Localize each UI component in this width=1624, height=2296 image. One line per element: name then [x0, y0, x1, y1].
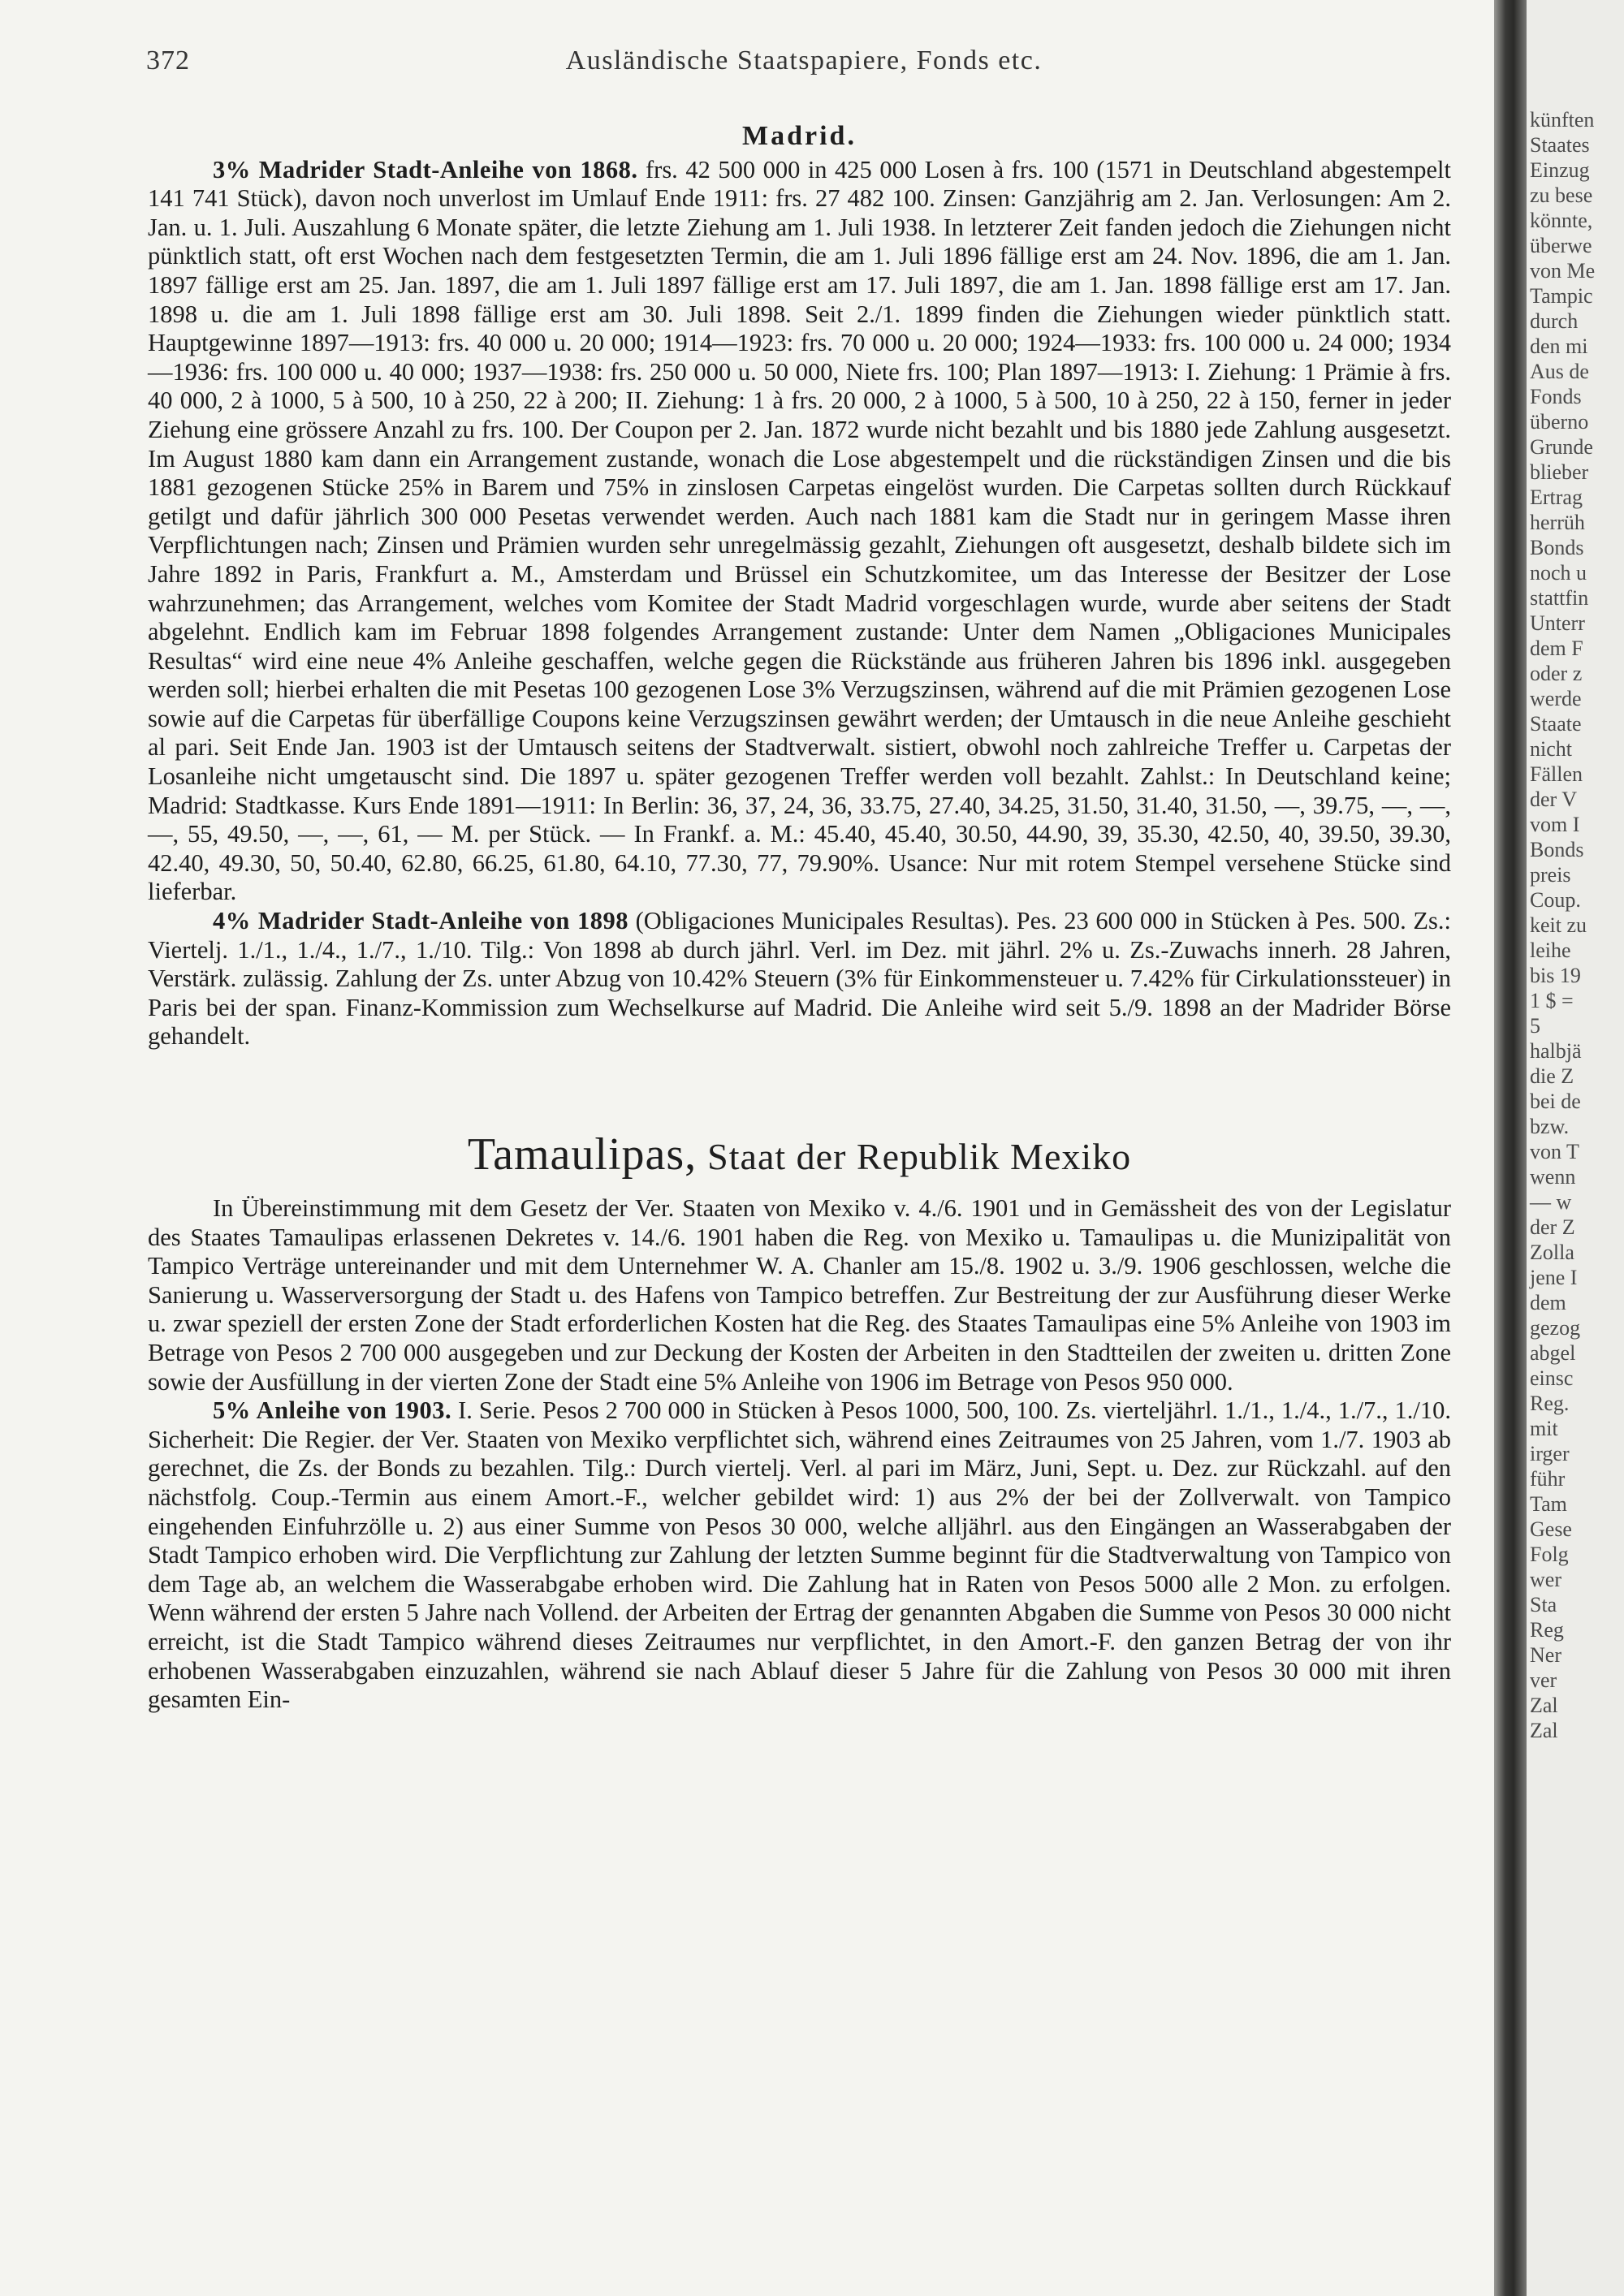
adjacent-page-line: Staates	[1530, 133, 1590, 157]
intro-paragraph: In Übereinstimmung mit dem Gesetz der Ver. Staaten von Mexiko v. 4./6. 1901 und in Gemässheit des von der Legislatur des Staates Tamaulipas erlassenen Dekretes v. 14./6. 1901 haben die Reg. von Mexiko u. Tamaulipas u. die Munizipalität von Tampico Verträge untereinander und mit dem Unternehmer W. A. Chanler am 15./8. 1902 u. 3./9. 1906 geschlossen, welche die Sanierung u. Wasserversorgung der Stadt u. des Hafens von Tampico betreffen. Zur Bestreitung der zur Ausführung dieser Werke u. zwar speziell der ersten Zone der Stadt erforderlichen Kosten hat die Reg. des Staates Tamaulipas eine 5% Anleihe von 1903 im Betrage von Pesos 2 700 000 ausgegeben und zur Deckung der Kosten der Arbeiten in den Stadtteilen der zweiten u. dritten Zone sowie der Ausfüllung in der vierten Zone der Stadt eine 5% Anleihe von 1906 im Betrage von Pesos 950 000.	[148, 1194, 1451, 1396]
adjacent-page-line: keit zu	[1530, 913, 1587, 937]
adjacent-page-line: dem	[1530, 1291, 1566, 1314]
entry-text: I. Serie. Pesos 2 700 000 in Stücken à Pesos 1000, 500, 100. Zs. vierteljährl. 1./1., 1./4., 1./7., 1./10. Sicherheit: Die Regier. der Ver. Staaten von Mexiko verpflichtet sich, während eines Zeitraumes von 25 Jahren, vom 1./7. 1903 ab gerechnet, die Zs. der Bonds zu bezahlen. Tilg.: Durch viertelj. Verl. al pari im März, Juni, Sept. u. Dez. zur Rückzahl. auf den nächstfolg. Coup.-Termin aus einem Amort.-F., welcher gebildet wird: 1) aus 2% der bei der Zollverwalt. von Tampico eingehenden Einfuhrzölle u. 2) aus einer Summe von Pesos 30 000, welche alljährl. aus den Eingängen an Wasserabgaben der Stadt Tampico erhoben wird. Die Verpflichtung zur Zahlung der letzten Summe beginnt für die Stadtverwaltung von Tampico von dem Tage ab, an welchem die Wasserabgabe erhoben wird. Die Zahlung hat in Raten von Pesos 5000 alle 2 Mon. zu erfolgen. Wenn während der ersten 5 Jahre nach Vollend. der Arbeiten der Ertrag der genannten Abgaben die Summe von Pesos 30 000 nicht erreicht, ist die Stadt Tampico während dieses Zeitraumes nur verpflichtet, in den Amort.-F. den ganzen Betrag der von ihr erhobenen Wasserabgaben einzuzahlen, während sie nach Ablauf dieser 5 Jahre für die Zahlung von Pesos 30 000 mit ihren gesamten Ein-	[148, 1396, 1451, 1714]
adjacent-page-line: werde	[1530, 687, 1582, 710]
adjacent-page-line: Reg	[1530, 1618, 1564, 1642]
adjacent-page-line: den mi	[1530, 334, 1588, 358]
adjacent-page-line: 1 $ =	[1530, 989, 1574, 1012]
adjacent-page-line: Tam	[1530, 1492, 1567, 1516]
adjacent-page-line: Ner	[1530, 1643, 1561, 1667]
book-gutter	[1494, 0, 1527, 2296]
entry-madrid-1868	[148, 156, 1451, 907]
adjacent-page-line: Aus de	[1530, 360, 1589, 383]
adjacent-page-line: nicht	[1530, 737, 1572, 761]
adjacent-page-line: überno	[1530, 410, 1589, 434]
adjacent-page-line: ver	[1530, 1668, 1557, 1692]
adjacent-page-line: Grunde	[1530, 435, 1593, 459]
adjacent-page-line: durch	[1530, 309, 1579, 333]
adjacent-page-line: bzw.	[1530, 1115, 1570, 1138]
entry-tamaulipas-1903	[148, 1396, 1451, 1715]
adjacent-page-line: blieber	[1530, 460, 1589, 484]
adjacent-page-line: der Z	[1530, 1215, 1575, 1239]
adjacent-page-line: Zal	[1530, 1719, 1558, 1742]
adjacent-page-lines	[1527, 107, 1595, 1743]
adjacent-page-line: Ertrag	[1530, 486, 1583, 509]
page-header	[146, 45, 1462, 86]
adjacent-page-line: künften	[1530, 108, 1595, 132]
adjacent-page-line: Einzug	[1530, 158, 1590, 182]
adjacent-page-line: Zal	[1530, 1694, 1558, 1717]
page-number: 372	[146, 45, 190, 76]
adjacent-page-line: Reg.	[1530, 1392, 1570, 1415]
section-spacer	[148, 1051, 1451, 1129]
adjacent-page-line: abgel	[1530, 1341, 1576, 1365]
adjacent-page-edge	[1527, 0, 1624, 2296]
adjacent-page-line: bis 19	[1530, 964, 1581, 987]
entry-text: (Obligaciones Municipales Resultas). Pes. 23 600 000 in Stücken à Pes. 500. Zs.: Viertelj. 1./1., 1./4., 1./7., 1./10. Tilg.: Von 1898 ab durch jährl. Verl. im Dez. mit jährl. 2% u. Zs.-Zuwachs innerh. 28 Jahren, Verstärk. zulässig. Zahlung der Zs. unter Abzug von 10.42% Steuern (3% für Einkommensteuer u. 7.42% für Cirkulationssteuer) in Paris bei der span. Finanz-Kommission zum Wechselkurse auf Madrid. Die Anleihe wird seit 5./9. 1898 an der Madrider Börse gehandelt.	[148, 907, 1452, 1051]
adjacent-page-line: — w	[1530, 1190, 1572, 1214]
adjacent-page-line: Tampic	[1530, 284, 1593, 308]
adjacent-page-line: der V	[1530, 788, 1578, 811]
adjacent-page-line: wenn	[1530, 1165, 1576, 1189]
adjacent-page-line: die Z	[1530, 1064, 1574, 1088]
adjacent-page-line: Bonds	[1530, 536, 1584, 559]
adjacent-page-line: jene I	[1530, 1266, 1578, 1289]
adjacent-page-line: Coup.	[1530, 888, 1581, 912]
adjacent-page-line: von T	[1530, 1140, 1579, 1163]
adjacent-page-line: gezog	[1530, 1316, 1581, 1340]
section-heading-tamaulipas	[148, 1129, 1451, 1183]
entry-title: 3% Madrider Stadt-Anleihe von 1868.	[213, 155, 638, 183]
adjacent-page-line: stattfin	[1530, 586, 1589, 610]
adjacent-page-line: Bonds	[1530, 838, 1584, 861]
adjacent-page-line: Gese	[1530, 1517, 1572, 1541]
heading-main: Tamaulipas,	[467, 1129, 698, 1180]
adjacent-page-line: noch u	[1530, 561, 1587, 585]
adjacent-page-line: Fällen	[1530, 762, 1583, 786]
adjacent-page-line: bei de	[1530, 1090, 1581, 1113]
heading-sub: Staat der Republik Mexiko	[707, 1136, 1132, 1177]
adjacent-page-line: mit	[1530, 1417, 1558, 1440]
adjacent-page-line: Fonds	[1530, 385, 1582, 408]
adjacent-page-line: einsc	[1530, 1366, 1574, 1390]
page-content	[148, 122, 1451, 1715]
adjacent-page-line: Sta	[1530, 1593, 1557, 1616]
entry-title: 5% Anleihe von 1903.	[213, 1396, 452, 1425]
adjacent-page-line: dem F	[1530, 637, 1583, 660]
adjacent-page-line: oder z	[1530, 662, 1583, 685]
adjacent-page-line: überwe	[1530, 234, 1592, 257]
adjacent-page-line: vom I	[1530, 813, 1580, 836]
adjacent-page-line: Folg	[1530, 1543, 1569, 1566]
section-heading-madrid: Madrid.	[742, 121, 857, 151]
entry-text: frs. 42 500 000 in 425 000 Losen à frs. 100 (1571 in Deutschland abgestempelt 141 741 Stück), davon noch unverlost im Umlauf Ende 1911: frs. 27 482 100. Zinsen: Ganzjährig am 2. Jan. Verlosungen: Am 2. Jan. u. 1. Juli. Auszahlung 6 Monate später, die letzte Ziehung am 1. Juli 1938. In letzterer Zeit fanden jedoch die Ziehungen nicht pünktlich statt, oft erst Wochen nach dem festgesetzten Termin, die am 1. Juli 1896 fällige erst am 24. Nov. 1896, die am 1. Jan. 1897 fällige erst am 25. Jan. 1897, die am 1. Juli 1897 fällige erst am 17. Juli 1897, die am 1. Jan. 1898 fällige erst am 17. Jan. 1898 u. die am 1. Juli 1898 fällige erst am 30. Juli 1898. Seit 2./1. 1899 finden die Ziehungen wieder pünktlich statt. Hauptgewinne 1897—1913: frs. 40 000 u. 20 000; 1914—1923: frs. 70 000 u. 20 000; 1924—1933: frs. 100 000 u. 24 000; 1934—1936: frs. 100 000 u. 40 000; 1937—1938: frs. 250 000 u. 50 000, Niete frs. 100; Plan 1897—1913: I. Ziehung: 1 Prämie à frs. 40 000, 2 à 1000, 5 à 500, 10 à 250, 22 à 200; II. Ziehung: 1 à frs. 20 000, 2 à 1000, 5 à 500, 10 à 250, 22 à 150, ferner in jeder Ziehung eine grössere Anzahl zu frs. 100. Der Coupon per 2. Jan. 1872 wurde nicht bezahlt und bis 1880 jede Zahlung ausgesetzt. Im August 1880 kam dann ein Arrangement zustande, wonach die Lose abgestempelt und die rückständigen Zinsen und die bis 1881 gezogenen Stücke 25% in Barem und 75% in zinslosen Carpetas eingelöst wurden. Die Carpetas sollten durch Rückkauf getilgt und dafür jährlich 300 000 Pesetas verwendet werden. Auch nach 1881 kam die Stadt nur in geringem Masse ihren Verpflichtungen nach; Zinsen und Prämien wurden sehr unregelmässig gezahlt, Ziehungen oft ausgesetzt, deshalb bildete sich im Jahre 1892 in Paris, Frankfurt a. M., Amsterdam und Brüssel ein Schutzkomitee, um das Interesse der Besitzer der Lose wahrzunehmen; das Arrangement, welches vom Komitee der Stadt Madrid vorgeschlagen wurde, wurde aber seitens der Stadt abgelehnt. Endlich kam im Februar 1898 folgendes Arrangement zustande: Unter dem Namen „Obligaciones Municipales Resultas“ wird eine neue 4% Anleihe geschaffen, welche gegen die Rückstände aus früheren Jahren bis 1896 inkl. ausgegeben werden soll; hierbei erhalten die mit Pesetas 100 gezogenen Lose 3% Verzugszinsen, während auf die mit Prämien gezogenen Lose sowie auf die Carpetas für überfällige Coupons keine Verzugszinsen gewährt werden; der Umtausch in die neue Anleihe geschieht al pari. Seit Ende Jan. 1903 ist der Umtausch seitens der Stadtverwalt. sistiert, obwohl noch zahlreiche Treffer u. Carpetas der Losanleihe nicht umgetauscht sind. Die 1897 u. später gezogenen Treffer werden voll bezahlt. Zahlst.: In Deutschland keine; Madrid: Stadtkasse. Kurs Ende 1891—1911: In Berlin: 36, 37, 24, 36, 33.75, 27.40, 34.25, 31.50, 31.40, 31.50, —, 39.75, —, —, —, 55, 49.50, —, —, 61, — M. per Stück. — In Frankf. a. M.: 45.40, 45.40, 30.50, 44.90, 39, 35.30, 42.50, 40, 39.50, 39.30, 42.40, 49.30, 50, 50.40, 62.80, 66.25, 61.80, 64.10, 77.30, 77, 79.90%. Usance: Nur mit rotem Stempel versehene Stücke sind lieferbar.	[148, 155, 1451, 906]
adjacent-page-line: wer	[1530, 1568, 1561, 1591]
adjacent-page-line: von Me	[1530, 259, 1596, 283]
adjacent-page-line: irger	[1530, 1442, 1570, 1465]
adjacent-page-line: könnte,	[1530, 209, 1593, 232]
adjacent-page-line: 5	[1530, 1014, 1540, 1038]
adjacent-page-line: preis	[1530, 863, 1571, 887]
adjacent-page-line: leihe	[1530, 939, 1571, 962]
adjacent-page-line: halbjä	[1530, 1039, 1582, 1063]
adjacent-page-line: zu bese	[1530, 183, 1593, 207]
entry-title: 4% Madrider Stadt-Anleihe von 1898	[213, 907, 628, 935]
adjacent-page-line: Unterr	[1530, 611, 1585, 635]
adjacent-page-line: Staate	[1530, 712, 1582, 736]
entry-madrid-1898	[148, 907, 1451, 1051]
adjacent-page-line: herrüh	[1530, 511, 1585, 534]
adjacent-page-line: führ	[1530, 1467, 1566, 1491]
adjacent-page-line: Zolla	[1530, 1241, 1574, 1264]
running-head: Ausländische Staatspapiere, Fonds etc.	[565, 45, 1043, 76]
